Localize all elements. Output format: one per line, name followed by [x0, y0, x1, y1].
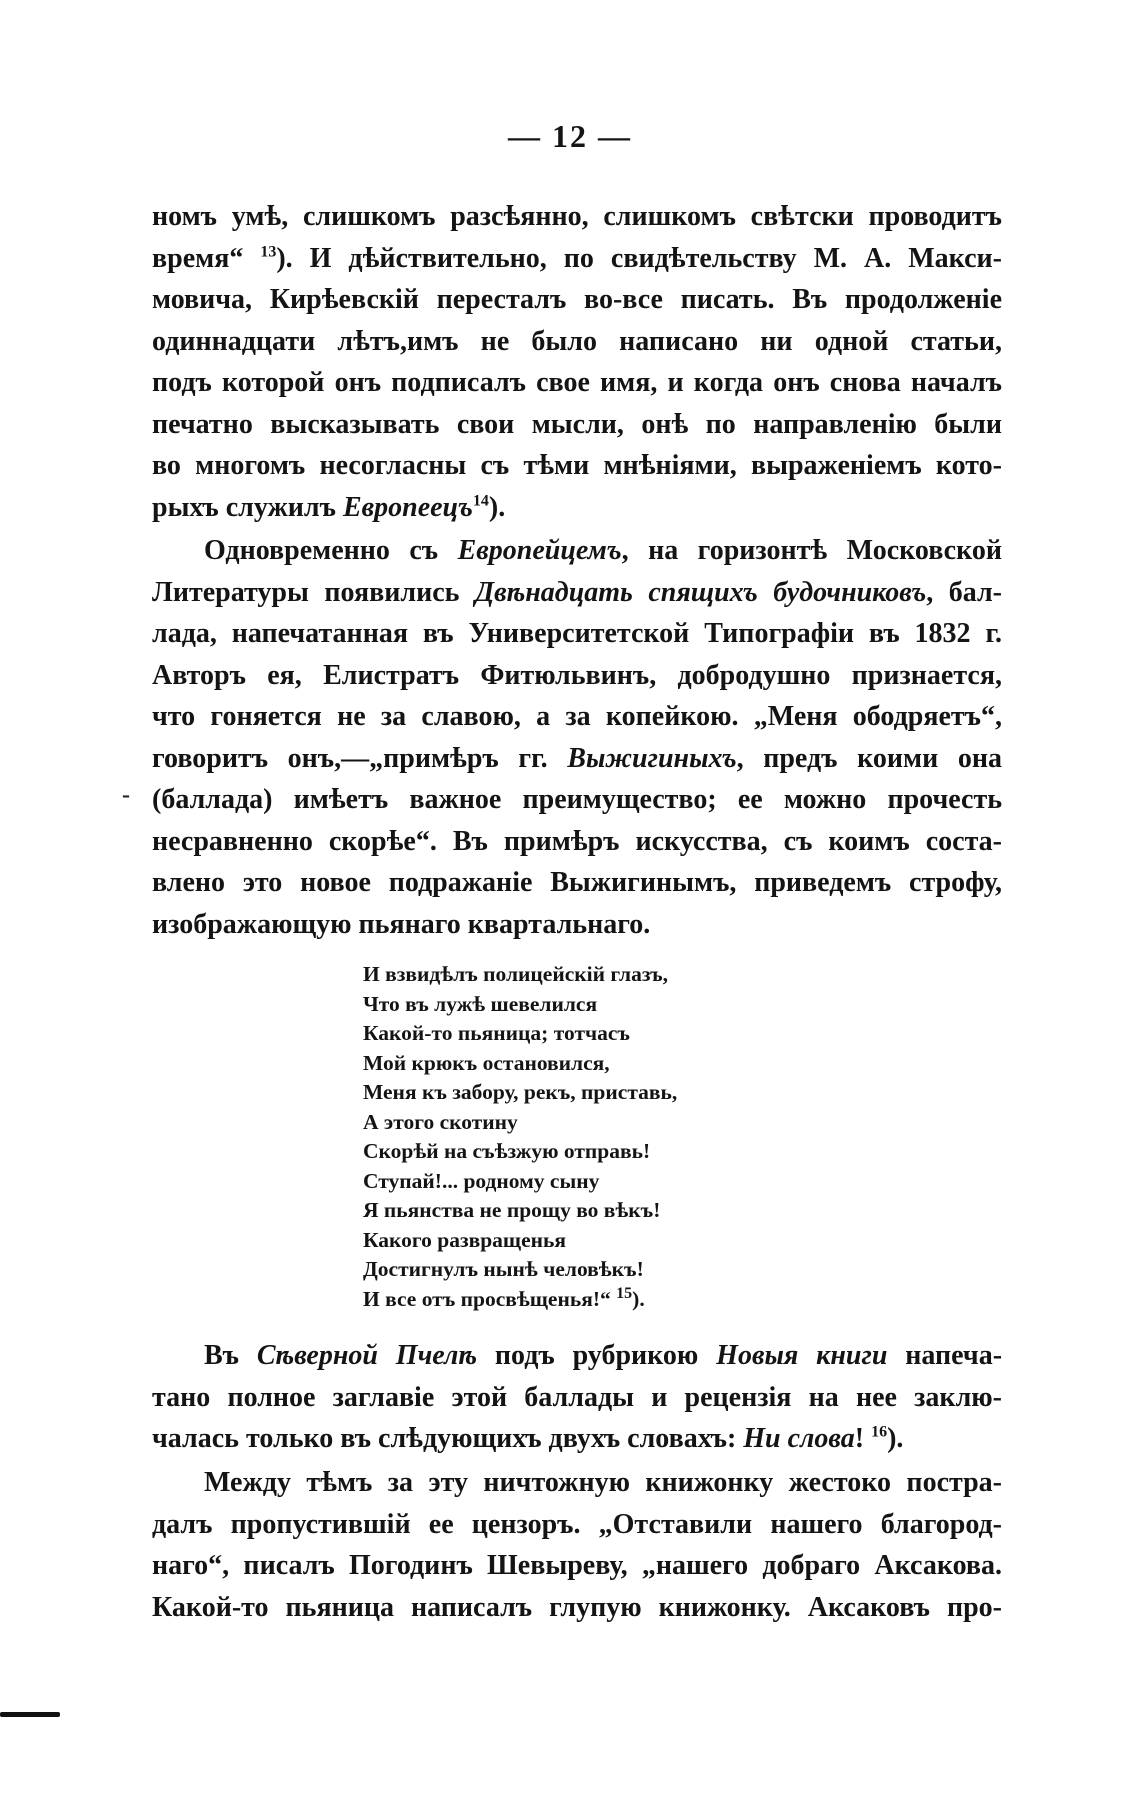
- verse-line: Достигнулъ нынѣ человѣкъ!: [363, 1257, 644, 1281]
- text-line: подъ которой онъ подписалъ свое имя, и когда онъ снова началъ: [152, 367, 1002, 398]
- edge-scan-mark: [0, 1712, 60, 1717]
- text-line: время“ $^{13}$). И дѣйствительно, по свидѣтельству М. А. Макси-: [152, 242, 1002, 274]
- text-line: Литературы появились Двѣнадцать спящихъ будочниковъ, бал-: [152, 576, 1002, 608]
- paragraph-4: [152, 1462, 1002, 1628]
- text-line: мовича, Кирѣевскій пересталъ во-все писать. Въ продолженіе: [152, 284, 1002, 315]
- text-line: тано полное заглавіе этой баллады и рецензія на нее заклю-: [152, 1381, 1002, 1413]
- text-line: лада, напечатанная въ Университетской Типографіи въ 1832 г.: [152, 618, 1002, 649]
- verse-line: Скорѣй на съѣзжую отправь!: [363, 1139, 651, 1163]
- text-line: во многомъ несогласны съ тѣми мнѣніями, выраженіемъ кото-: [152, 450, 1002, 481]
- footnote-ref: 15: [616, 1284, 633, 1302]
- paragraph-2: [152, 530, 1002, 945]
- paragraph-3: [152, 1335, 1002, 1460]
- verse-line: Мой крюкъ остановился,: [363, 1050, 610, 1075]
- text-line: чалась только въ слѣдующихъ двухъ словахъ: Ни слова! $^{16}$).: [152, 1423, 904, 1454]
- margin-mark: -: [122, 782, 130, 808]
- text-line: Какой-то пьяница написалъ глупую книжонку. Аксаковъ про-: [152, 1591, 1002, 1623]
- text-line: печатно высказывать свои мысли, онѣ по направленію были: [152, 408, 1002, 440]
- verse-line: И взвидѣлъ полицейскій глазъ,: [363, 962, 669, 986]
- paragraph-1: [152, 196, 1002, 528]
- text-line: далъ пропустившій ее цензоръ. „Отставили нашего благород-: [152, 1508, 1002, 1540]
- text-line: наго“, писалъ Погодинъ Шевыреву, „нашего добраго Аксакова.: [152, 1550, 1002, 1581]
- text-line: говоритъ онъ,—„примѣръ гг. Выжигиныхъ, предъ коими она: [152, 742, 1002, 774]
- text-line: что гоняется не за славою, а за копейкою. „Меня ободряетъ“,: [152, 701, 1002, 732]
- text-line: Въ Сѣверной Пчелѣ подъ рубрикою Новыя книги напеча-: [204, 1340, 1003, 1371]
- text-line: одиннадцати лѣтъ,имъ не было написано ни одной статьи,: [152, 325, 1002, 357]
- text-line: изображающую пьянаго квартальнаго.: [152, 908, 651, 940]
- footnote-ref: 14: [472, 492, 489, 510]
- text-line: (баллада) имѣетъ важное преимущество; ее можно прочесть: [152, 784, 1002, 815]
- verse-line: А этого скотину: [363, 1109, 518, 1134]
- text-line: Между тѣмъ за эту ничтожную книжонку жестоко постра-: [204, 1467, 1002, 1498]
- verse-line: Ступай!... родному сыну: [363, 1168, 600, 1193]
- text-line: рыхъ служилъ Европеецъ$^{14}$).: [152, 491, 506, 523]
- text-line: номъ умѣ, слишкомъ разсѣянно, слишкомъ свѣтски проводитъ: [152, 201, 1002, 232]
- verse-line: Я пьянства не прощу во вѣкъ!: [363, 1198, 661, 1222]
- text-line: Авторъ ея, Елистратъ Фитюльвинъ, добродушно признается,: [152, 659, 1002, 691]
- text-line: влено это новое подражаніе Выжигинымъ, приведемъ строфу,: [152, 867, 1002, 898]
- verse-line: Какой-то пьяница; тотчасъ: [363, 1021, 630, 1045]
- verse-line: И все отъ просвѣщенья!“ $^{15}$).: [363, 1284, 645, 1311]
- footnote-ref: 13: [260, 243, 277, 261]
- text-line: Одновременно съ Европейцемъ, на горизонтѣ Московской: [204, 535, 1002, 566]
- verse-line: Меня къ забору, рекъ, приставь,: [363, 1080, 678, 1104]
- poem-stanza: [363, 960, 783, 1314]
- verse-line: Какого развращенья: [363, 1227, 567, 1252]
- text-line: несравненно скорѣе“. Въ примѣръ искусства, съ коимъ соста-: [152, 825, 1002, 857]
- page-number: — 12 —: [508, 118, 632, 154]
- verse-line: Что въ лужѣ шевелился: [363, 991, 598, 1016]
- footnote-ref: 16: [871, 1423, 888, 1441]
